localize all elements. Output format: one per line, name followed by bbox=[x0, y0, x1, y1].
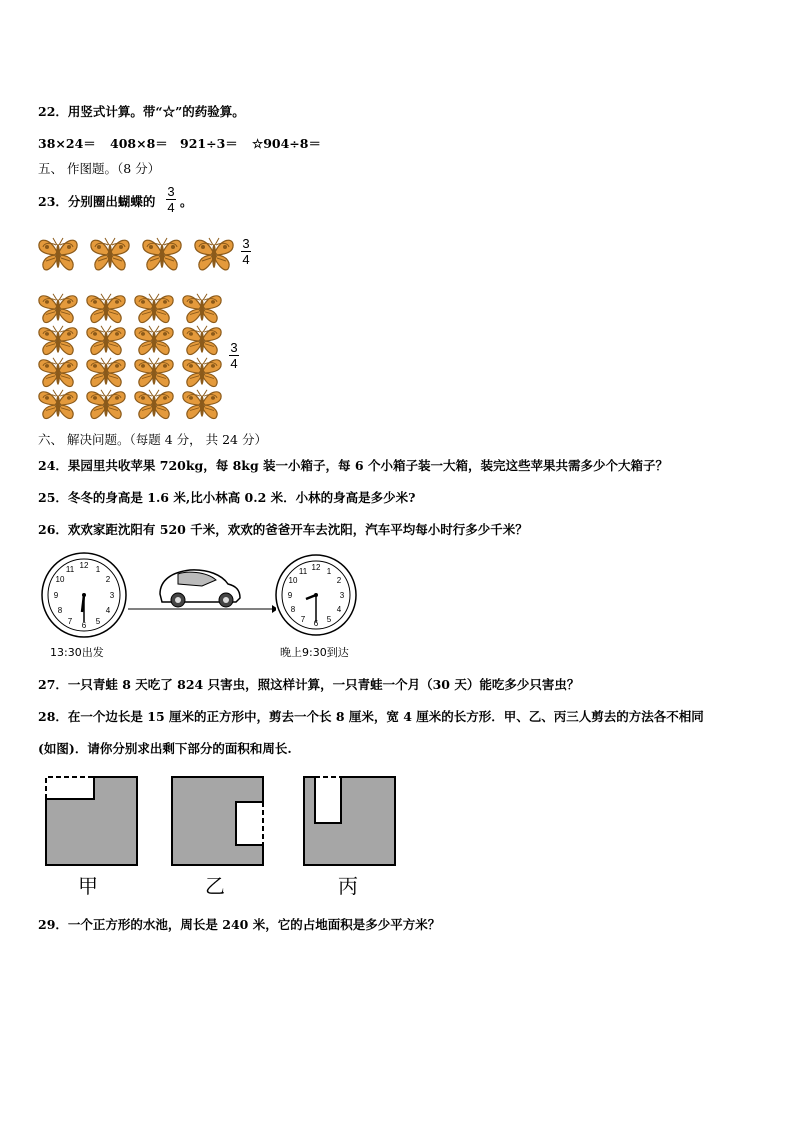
svg-text:9: 9 bbox=[53, 591, 59, 600]
shape-label-bing: 丙 bbox=[338, 874, 358, 898]
calc-3: 921÷3＝ bbox=[180, 136, 238, 151]
q23-fraction bbox=[165, 184, 177, 215]
svg-text:5: 5 bbox=[95, 617, 101, 626]
svg-text:8: 8 bbox=[57, 606, 63, 615]
q23-end: 。 bbox=[180, 194, 193, 209]
butterfly bbox=[134, 388, 174, 422]
svg-text:3: 3 bbox=[109, 591, 115, 600]
butterfly bbox=[134, 292, 174, 326]
clock-start-caption: 13:30出发 bbox=[50, 646, 104, 659]
svg-text:1: 1 bbox=[326, 567, 332, 576]
fraction-numerator: 3 bbox=[167, 184, 175, 199]
group2-fraction bbox=[228, 340, 240, 371]
butterfly bbox=[86, 388, 126, 422]
question-27: 27．一只青蛙 8 天吃了 824 只害虫，照这样计算，一只青蛙一个月（30 天）能吃多少只害虫？ bbox=[38, 677, 580, 692]
clock-end-icon bbox=[274, 552, 366, 642]
butterfly bbox=[134, 324, 174, 358]
calc-4: ☆904÷8＝ bbox=[252, 136, 321, 151]
butterfly bbox=[86, 356, 126, 390]
butterfly bbox=[38, 324, 78, 358]
butterfly bbox=[194, 236, 234, 274]
svg-text:12: 12 bbox=[311, 563, 321, 572]
butterfly bbox=[38, 236, 78, 274]
svg-text:2: 2 bbox=[105, 575, 111, 584]
section-6-title: 六、 解决问题。（每题 4 分， 共 24 分） bbox=[38, 432, 267, 447]
question-26: 26．欢欢家距沈阳有 520 千米，欢欢的爸爸开车去沈阳，汽车平均每小时行多少千米？ bbox=[38, 522, 528, 537]
svg-text:10: 10 bbox=[55, 575, 65, 584]
butterfly bbox=[182, 356, 222, 390]
svg-text:11: 11 bbox=[298, 567, 308, 576]
butterfly bbox=[142, 236, 182, 274]
butterfly bbox=[86, 292, 126, 326]
butterfly bbox=[86, 324, 126, 358]
shape-yi bbox=[170, 775, 266, 869]
svg-text:12: 12 bbox=[79, 561, 89, 570]
question-22: 22．用竖式计算。带“☆”的药验算。 bbox=[38, 104, 245, 119]
svg-text:8: 8 bbox=[290, 605, 296, 614]
svg-text:9: 9 bbox=[287, 591, 293, 600]
butterfly bbox=[182, 324, 222, 358]
fraction-denominator: 4 bbox=[167, 200, 175, 215]
butterfly bbox=[38, 356, 78, 390]
svg-text:4: 4 bbox=[336, 605, 342, 614]
svg-text:11: 11 bbox=[65, 565, 75, 574]
shape-jia bbox=[44, 775, 140, 869]
svg-text:10: 10 bbox=[288, 576, 298, 585]
svg-text:6: 6 bbox=[81, 621, 87, 630]
shape-bing bbox=[302, 775, 398, 869]
question-25: 25．冬冬的身高是 1.6 米,比小林高 0.2 米．小林的身高是多少米? bbox=[38, 490, 416, 505]
svg-text:5: 5 bbox=[326, 615, 332, 624]
section-5-title: 五、 作图题。（8 分） bbox=[38, 161, 161, 176]
svg-text:1: 1 bbox=[95, 565, 101, 574]
shape-label-yi: 乙 bbox=[205, 874, 225, 898]
question-28-line2: (如图)．请你分别求出剩下部分的面积和周长. bbox=[38, 741, 292, 756]
svg-text:7: 7 bbox=[67, 617, 73, 626]
svg-text:7: 7 bbox=[300, 615, 306, 624]
calc-1: 38×24＝ bbox=[38, 136, 96, 151]
calc-2: 408×8＝ bbox=[110, 136, 168, 151]
question-29: 29．一个正方形的水池，周长是 240 米，它的占地面积是多少平方米？ bbox=[38, 917, 441, 932]
fraction-numerator: 3 bbox=[230, 340, 238, 355]
question-23: 23．分别圈出蝴蝶的 bbox=[38, 194, 156, 209]
butterfly bbox=[182, 388, 222, 422]
svg-text:6: 6 bbox=[313, 619, 319, 628]
fraction-denominator: 4 bbox=[230, 356, 238, 371]
butterfly bbox=[38, 388, 78, 422]
butterfly bbox=[90, 236, 130, 274]
butterfly bbox=[182, 292, 222, 326]
svg-text:2: 2 bbox=[336, 576, 342, 585]
car-icon bbox=[126, 560, 276, 615]
question-28-line1: 28．在一个边长是 15 厘米的正方形中，剪去一个长 8 厘米，宽 4 厘米的长方形．甲、乙、丙三人剪去的方法各不相同 bbox=[38, 709, 704, 724]
svg-text:4: 4 bbox=[105, 606, 111, 615]
fraction-numerator: 3 bbox=[242, 236, 250, 251]
question-24: 24．果园里共收苹果 720kg，每 8kg 装一小箱子，每 6 个小箱子装一大箱，装完这些苹果共需多少个大箱子？ bbox=[38, 458, 668, 473]
clock-start-icon bbox=[38, 552, 130, 642]
clock-end-caption: 晚上9:30到达 bbox=[280, 646, 349, 659]
fraction-denominator: 4 bbox=[242, 252, 250, 267]
shape-label-jia: 甲 bbox=[78, 874, 98, 898]
butterfly bbox=[134, 356, 174, 390]
svg-text:3: 3 bbox=[339, 591, 345, 600]
group1-fraction bbox=[240, 236, 252, 267]
butterfly bbox=[38, 292, 78, 326]
